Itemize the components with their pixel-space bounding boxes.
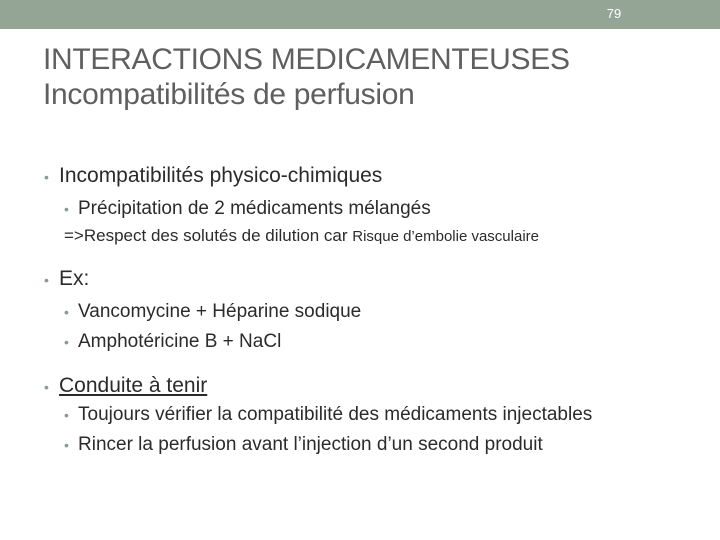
bullet-text: Ex: [59,267,90,290]
note-embolie: Risque d’embolie vasculaire [352,228,539,245]
bullet-incompatibilites [44,162,704,190]
slide-number: 79 [606,6,622,21]
note-prefix: =>Respect des solutés de dilution car [64,226,353,245]
bullet-text: Conduite à tenir [59,374,208,397]
title-line-2: Incompatibilités de perfusion [43,78,415,111]
title-line-1: INTERACTIONS MEDICAMENTEUSES [43,43,570,76]
bullet-dot-icon: • [44,272,49,288]
sub-bullet-text: Rincer la perfusion avant l’injection d’un second produit [78,434,543,455]
bullet-dot-icon: • [64,437,69,453]
sub-bullet-amphotericine [44,329,704,355]
bullet-dot-icon: • [64,334,69,350]
dilution-note [44,225,704,248]
slide-content [44,162,704,458]
bullet-dot-icon: • [44,169,49,185]
bullet-dot-icon: • [64,407,69,423]
sub-bullet-text: Toujours vérifier la compatibilité des médicaments injectables [78,404,593,425]
sub-bullet-text: Vancomycine + Héparine sodique [78,301,362,322]
bullet-text: Incompatibilités physico-chimiques [59,164,383,187]
sub-bullet-precipitation [44,196,704,222]
sub-bullet-verifier [44,402,704,428]
sub-bullet-rincer [44,432,704,458]
bullet-conduite [44,372,704,400]
bullet-dot-icon: • [44,379,49,395]
bullet-exemples [44,265,704,293]
sub-bullet-text: Amphotéricine B + NaCl [78,331,282,352]
sub-bullet-text: Précipitation de 2 médicaments mélangés [78,198,431,219]
header-bar [0,0,720,29]
bullet-dot-icon: • [64,304,69,320]
sub-bullet-vancomycine [44,299,704,325]
slide-title [43,42,713,112]
bullet-dot-icon: • [64,201,69,217]
